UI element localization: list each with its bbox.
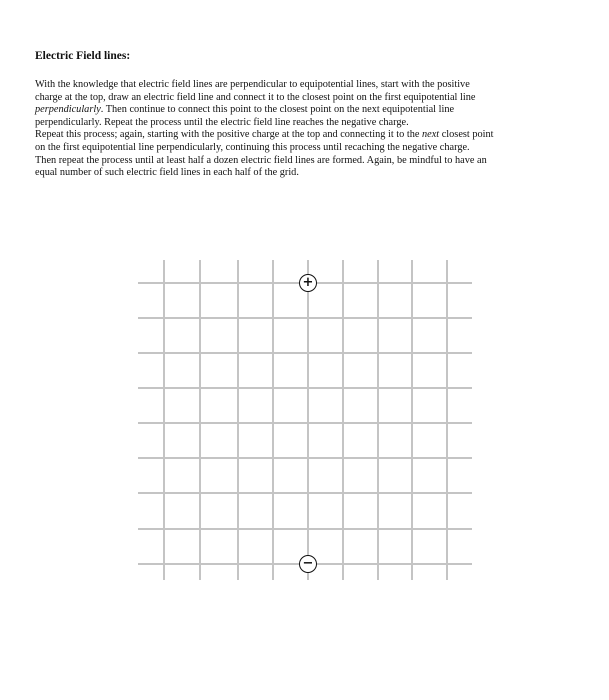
equipotential-line: [138, 387, 472, 389]
emphasis-text: perpendicularly: [35, 104, 101, 116]
paragraph-line: With the knowledge that electric field lines are perpendicular to equipotential lines, start with the positive: [35, 79, 470, 90]
grid-vertical-line: [237, 260, 239, 580]
emphasis-text: next: [422, 129, 440, 141]
grid-vertical-line: [411, 260, 413, 580]
equipotential-line: [138, 528, 472, 530]
paragraph-line: perpendicularly. Repeat the process until the electric field line reaches the negative charge.: [35, 116, 409, 128]
section-heading: Electric Field lines:: [35, 50, 131, 62]
grid-vertical-line: [163, 260, 165, 580]
paragraph-line: Then repeat the process until at least half a dozen electric field lines are formed. Again, be mindful to have an: [35, 154, 487, 166]
grid-vertical-line: [377, 260, 379, 580]
negative-charge-icon: −: [299, 555, 317, 573]
instructions-paragraph: [35, 79, 585, 180]
equipotential-line: [138, 492, 472, 494]
paragraph-line: equal number of such electric field lines in each half of the grid.: [35, 167, 299, 179]
grid-vertical-line: [199, 260, 201, 580]
equipotential-line: [138, 317, 472, 319]
positive-charge-icon: +: [299, 274, 317, 292]
paragraph-line: perpendicularly. Then continue to connect this point to the closest point on the next equipotential line: [35, 104, 455, 116]
equipotential-line: [138, 457, 472, 459]
grid-vertical-line: [272, 260, 274, 580]
paragraph-line: charge at the top, draw an electric field line and connect it to the closest point on the first equipotential line: [35, 91, 476, 103]
grid-vertical-line: [342, 260, 344, 580]
equipotential-line: [138, 352, 472, 354]
grid-vertical-line: [307, 260, 309, 580]
grid-vertical-line: [446, 260, 448, 580]
paragraph-line: on the first equipotential line perpendicularly, continuing this process until recaching the negative charge.: [35, 141, 470, 153]
equipotential-grid: [138, 260, 472, 580]
paragraph-line: Repeat this process; again, starting with the positive charge at the top and connecting it to the next closest point: [35, 129, 494, 141]
equipotential-line: [138, 422, 472, 424]
